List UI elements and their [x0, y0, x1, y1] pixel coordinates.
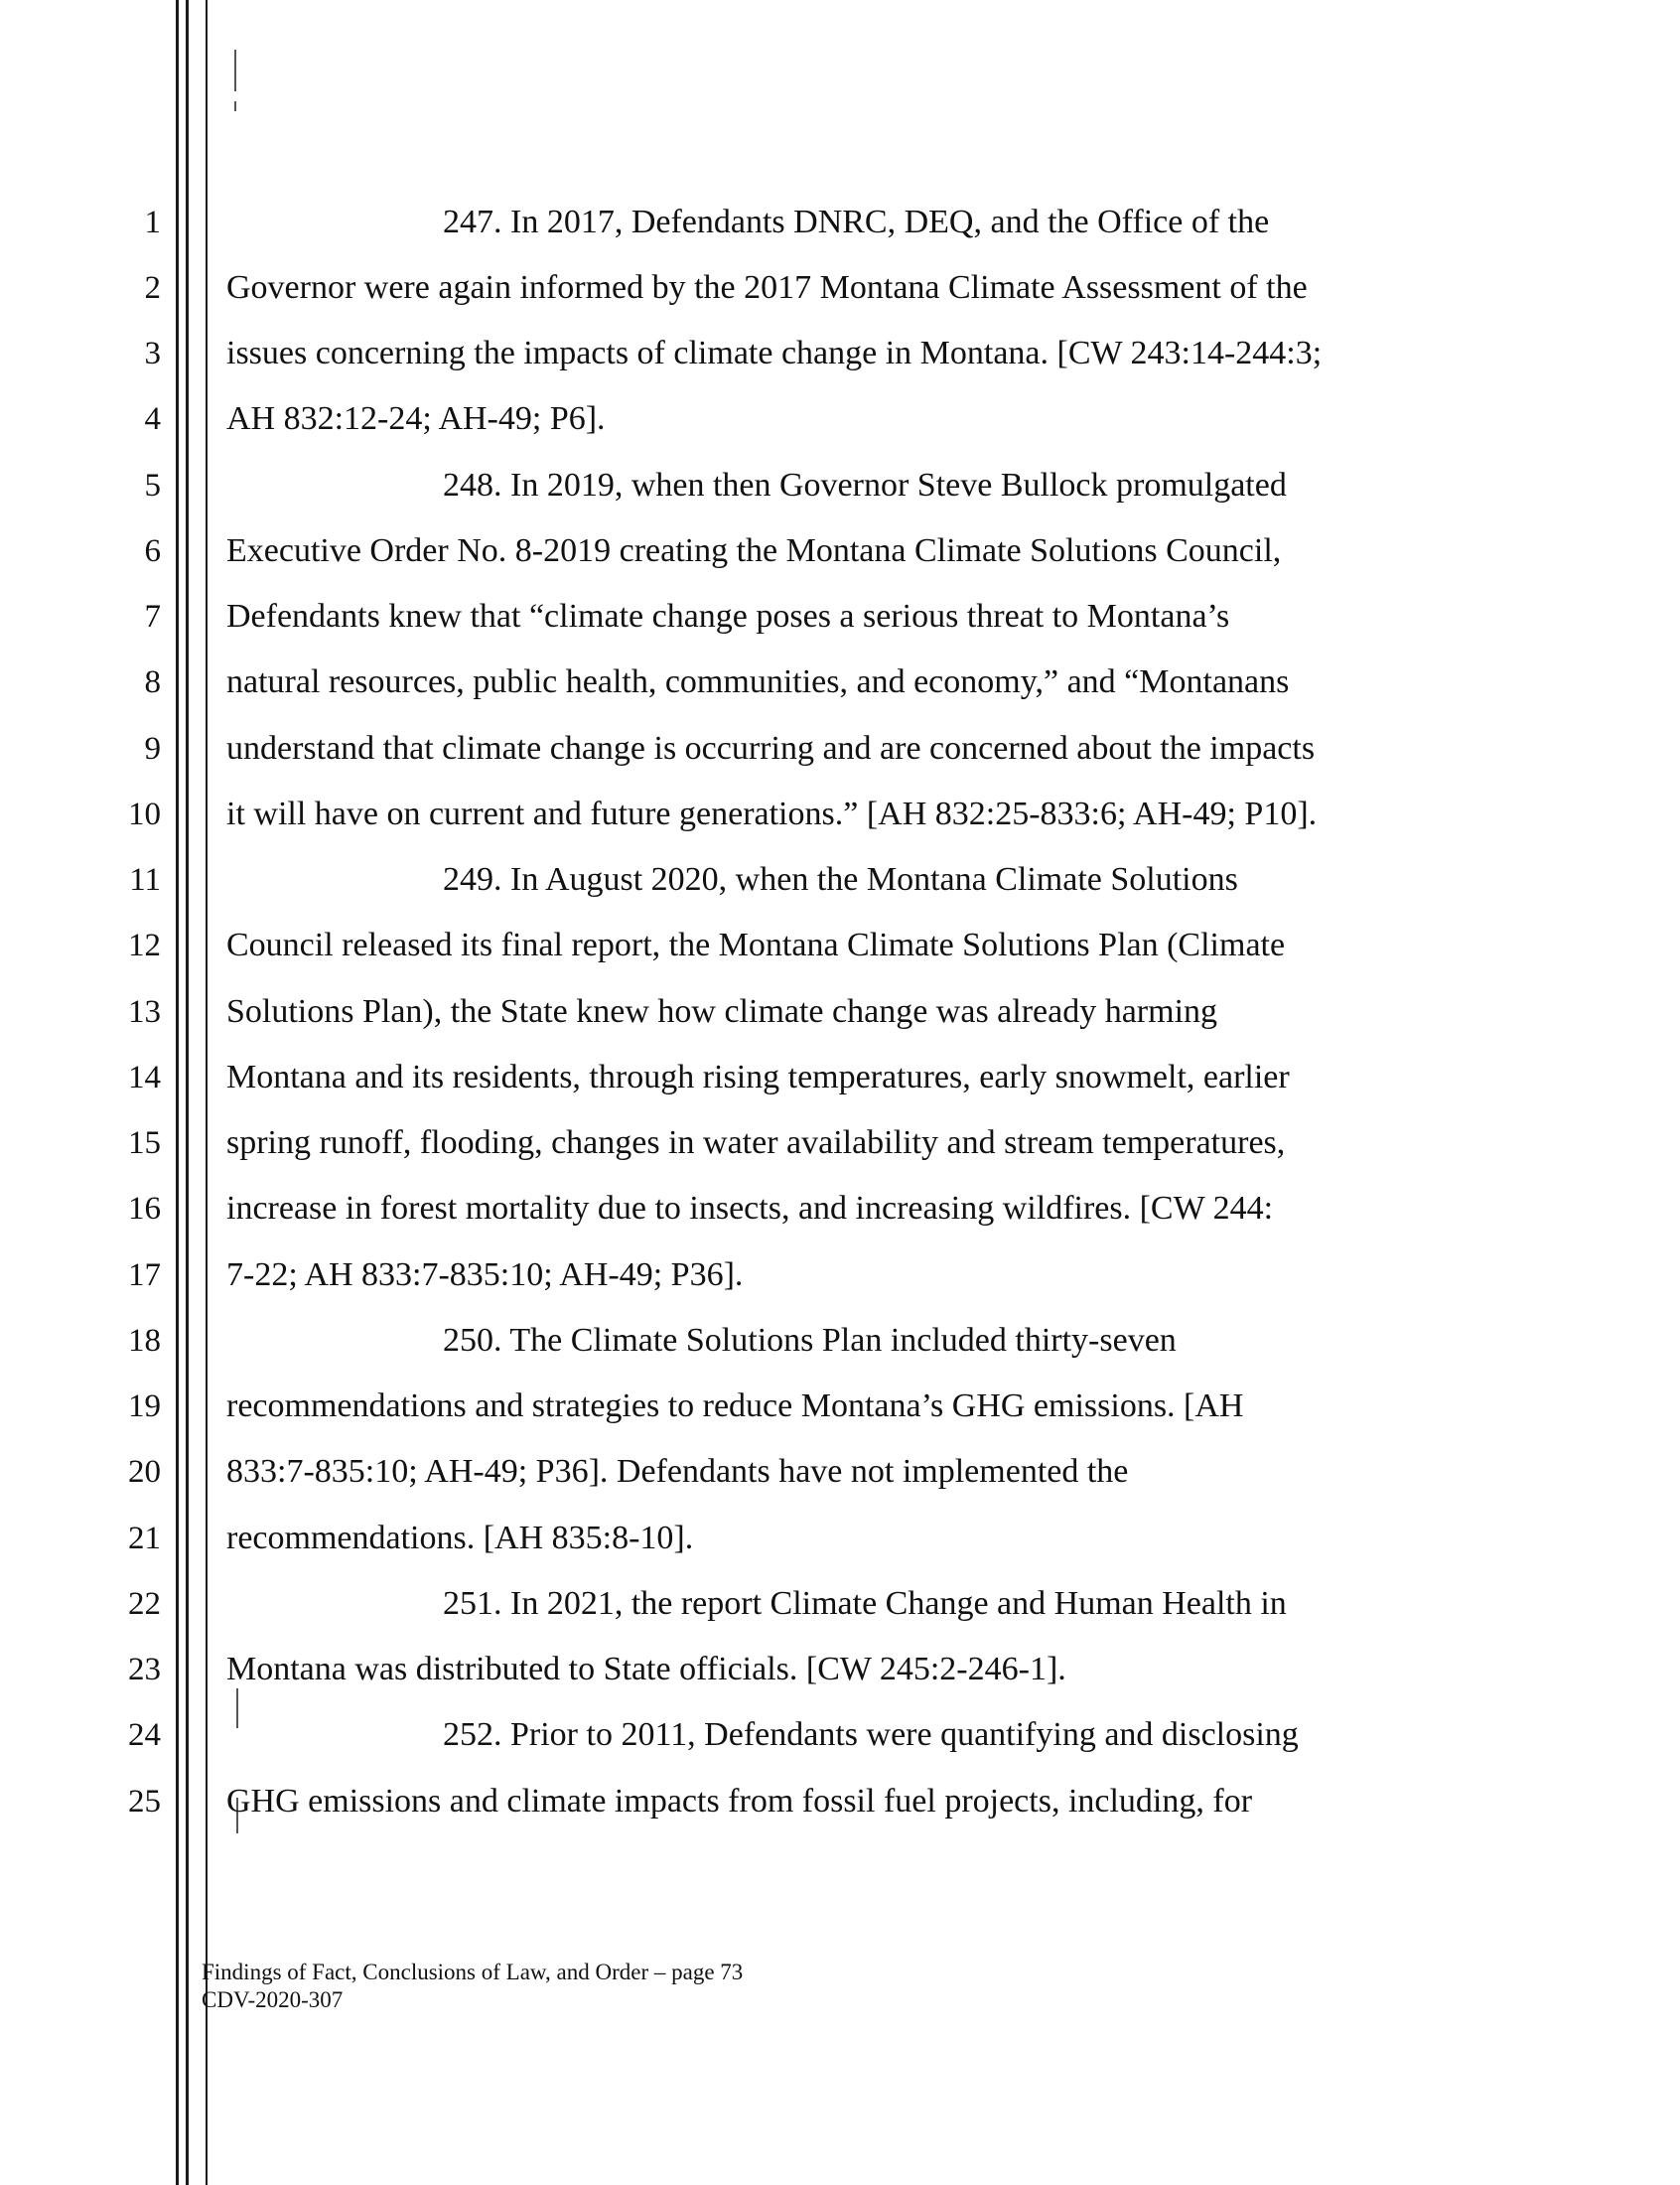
line-number: 18: [128, 1323, 161, 1359]
paragraph-247-line: issues concerning the impacts of climate change in Montana. [CW 243:14-244:3;: [226, 335, 1323, 371]
line-number: 14: [128, 1060, 161, 1095]
paragraph-249-line: 7-22; AH 833:7-835:10; AH-49; P36].: [226, 1256, 744, 1293]
paragraph-248-line: natural resources, public health, communities, and economy,” and “Montanans: [226, 663, 1290, 700]
margin-rule-inner: [206, 0, 208, 2185]
paragraph-249-line: Council released its final report, the Montana Climate Solutions Plan (Climate: [226, 927, 1286, 963]
line-number: 2: [144, 270, 161, 306]
paragraph-247-line: AH 832:12-24; AH-49; P6].: [226, 400, 606, 437]
paragraph-251-line: Montana was distributed to State officials. [CW 245:2-246-1].: [226, 1651, 1066, 1687]
paragraph-250-line: recommendations. [AH 835:8-10].: [226, 1520, 694, 1556]
footer-case-number: CDV-2020-307: [202, 1987, 344, 2012]
line-number: 11: [129, 862, 161, 898]
paragraph-249-line: 249. In August 2020, when the Montana Climate Solutions: [443, 861, 1238, 898]
line-number: 1: [144, 205, 161, 240]
line-number: 5: [144, 468, 161, 504]
footer-title: Findings of Fact, Conclusions of Law, and Order – page 73: [202, 1960, 744, 1984]
paragraph-247-line: 247. In 2017, Defendants DNRC, DEQ, and the Office of the: [443, 204, 1270, 240]
paragraph-250-line: 250. The Climate Solutions Plan included thirty-seven: [443, 1322, 1177, 1359]
paragraph-251-line: 251. In 2021, the report Climate Change and Human Health in: [443, 1585, 1287, 1622]
line-number: 22: [128, 1586, 161, 1622]
line-number: 9: [144, 731, 161, 767]
line-number: 4: [144, 401, 161, 437]
paragraph-248-line: 248. In 2019, when then Governor Steve Bullock promulgated: [443, 467, 1287, 504]
paragraph-250-line: recommendations and strategies to reduce Montana’s GHG emissions. [AH: [226, 1387, 1244, 1424]
line-number: 20: [128, 1454, 161, 1490]
line-number: 15: [128, 1125, 161, 1161]
line-number: 25: [128, 1784, 161, 1820]
line-number: 21: [128, 1521, 161, 1556]
scan-mark: [236, 1688, 238, 1728]
paragraph-249-line: Montana and its residents, through rising temperatures, early snowmelt, earlier: [226, 1059, 1290, 1095]
line-number: 13: [128, 994, 161, 1030]
paragraph-248-line: understand that climate change is occurring and are concerned about the impacts: [226, 730, 1316, 767]
margin-rule-outer: [176, 0, 179, 2185]
paragraph-248-line: Executive Order No. 8-2019 creating the Montana Climate Solutions Council,: [226, 532, 1282, 569]
line-number: 23: [128, 1652, 161, 1687]
line-number: 8: [144, 664, 161, 700]
line-number: 19: [128, 1388, 161, 1424]
line-number: 3: [144, 336, 161, 371]
line-number: 12: [128, 928, 161, 963]
paragraph-247-line: Governor were again informed by the 2017 Montana Climate Assessment of the: [226, 269, 1308, 306]
line-number: 17: [128, 1257, 161, 1293]
margin-rule-middle: [186, 0, 189, 2185]
line-number: 16: [128, 1191, 161, 1227]
line-number: 6: [144, 533, 161, 569]
paragraph-250-line: 833:7-835:10; AH-49; P36]. Defendants have not implemented the: [226, 1453, 1129, 1490]
paragraph-249-line: Solutions Plan), the State knew how climate change was already harming: [226, 993, 1218, 1030]
line-number: 7: [144, 599, 161, 635]
scan-mark: [234, 50, 236, 91]
line-number: 24: [128, 1717, 161, 1753]
paragraph-252-line: GHG emissions and climate impacts from fossil fuel projects, including, for: [226, 1783, 1253, 1820]
scan-mark: [234, 101, 236, 111]
paragraph-252-line: 252. Prior to 2011, Defendants were quantifying and disclosing: [443, 1716, 1299, 1753]
paragraph-249-line: spring runoff, flooding, changes in water availability and stream temperatures,: [226, 1124, 1286, 1161]
paragraph-249-line: increase in forest mortality due to insects, and increasing wildfires. [CW 244:: [226, 1190, 1274, 1227]
paragraph-248-line: Defendants knew that “climate change poses a serious threat to Montana’s: [226, 598, 1230, 635]
paragraph-248-line: it will have on current and future generations.” [AH 832:25-833:6; AH-49; P10].: [226, 796, 1318, 832]
line-number: 10: [128, 797, 161, 832]
